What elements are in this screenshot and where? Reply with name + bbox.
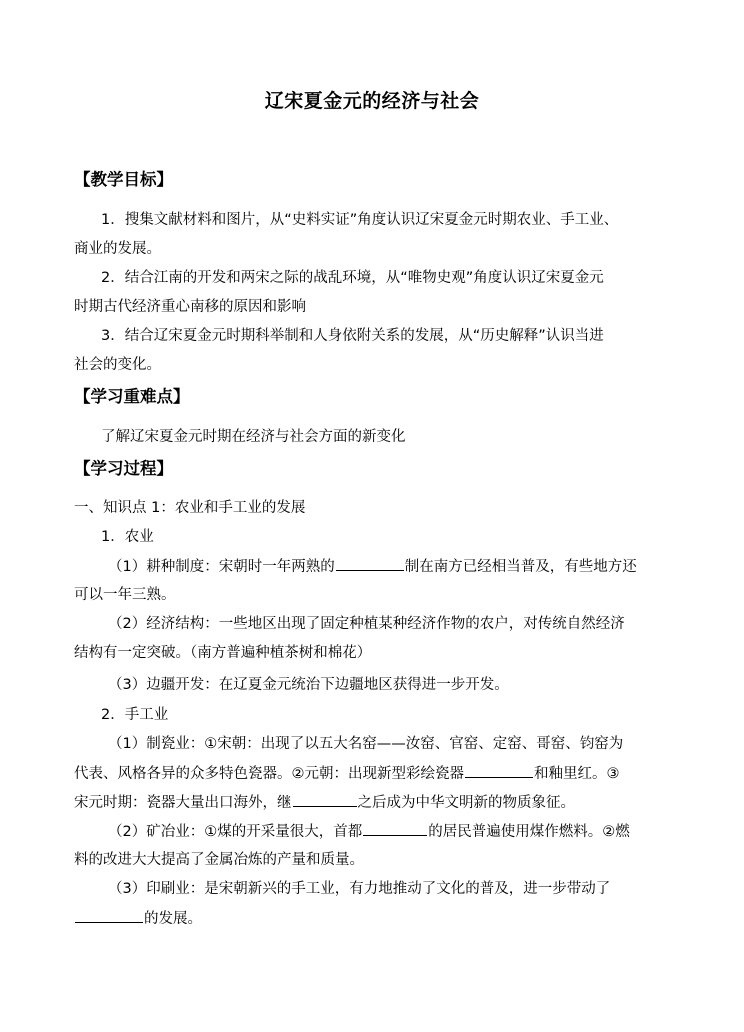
fill-blank[interactable]: [75, 906, 143, 923]
handicraft-item-1-text-b1: 代表、风格各异的众多特色瓷器。②元朝：出现新型彩绘瓷器: [74, 766, 464, 782]
handicraft-item-3-text-b: 的发展。: [144, 911, 202, 927]
agriculture-item-2-line-2: 结构有一定突破。（南方普遍种植茶树和棉花）: [74, 645, 372, 661]
knowledge-point-1: 一、知识点 1：农业和手工业的发展: [74, 500, 306, 516]
handicraft-item-1-line-2: [74, 761, 620, 786]
agriculture-item-1-line-1: [108, 554, 637, 579]
handicraft-item-1-text-b2: 和釉里红。③: [534, 766, 620, 782]
handicraft-item-1-text-c1: 宋元时期：瓷器大量出口海外，继: [74, 795, 292, 811]
handicraft-item-3-line-1: （3）印刷业：是宋朝新兴的手工业，有力地推动了文化的普及，进一步带动了: [108, 881, 611, 897]
handicraft-item-1-line-3: [74, 790, 575, 815]
process-heading: 【学习过程】: [74, 459, 173, 478]
agriculture-item-1-text-b: 制在南方已经相当普及，有些地方还: [404, 559, 637, 575]
goal-1-line-2: 商业的发展。: [74, 241, 161, 257]
fill-blank[interactable]: [465, 761, 533, 778]
fill-blank[interactable]: [336, 554, 404, 571]
goals-heading: 【教学目标】: [74, 170, 173, 189]
agriculture-item-2-line-1: （2）经济结构：一些地区出现了固定种植某种经济作物的农户，对传统自然经济: [108, 616, 625, 632]
goal-3-line-1: 3．结合辽宋夏金元时期科举制和人身依附关系的发展，从“历史解释”认识当进: [101, 328, 604, 344]
handicraft-item-1-text-c2: 之后成为中华文明新的物质象征。: [357, 795, 575, 811]
key-points-heading: 【学习重难点】: [74, 387, 190, 406]
handicraft-item-1-line-1: （1）制瓷业：①宋朝：出现了以五大名窑——汝窑、官窑、定窑、哥窑、钧窑为: [108, 736, 624, 752]
goal-1-line-1: 1．搜集文献材料和图片，从“史料实证”角度认识辽宋夏金元时期农业、手工业、: [101, 212, 619, 228]
agriculture-item-1-line-2: 可以一年三熟。: [74, 587, 176, 603]
handicraft-item-2-line-2: 料的改进大大提高了金属冶炼的产量和质量。: [74, 852, 364, 868]
agriculture-label: 1．农业: [101, 529, 154, 545]
goal-2-line-2: 时期古代经济重心南移的原因和影响: [74, 299, 306, 315]
agriculture-item-3: （3）边疆开发：在辽夏金元统治下边疆地区获得进一步开发。: [108, 677, 509, 693]
handicraft-item-2-text-a1: （2）矿冶业：①煤的开采量很大，首都: [108, 824, 363, 840]
key-points-text: 了解辽宋夏金元时期在经济与社会方面的新变化: [101, 429, 406, 445]
goal-2-line-1: 2．结合江南的开发和两宋之际的战乱环境，从“唯物史观”角度认识辽宋夏金元: [101, 270, 604, 286]
goal-3-line-2: 社会的变化。: [74, 357, 161, 373]
page-title: 辽宋夏金元的经济与社会: [264, 90, 480, 112]
fill-blank[interactable]: [293, 790, 357, 807]
handicraft-item-2-text-a2: 的居民普遍使用煤作燃料。②燃: [428, 824, 630, 840]
handicraft-item-2-line-1: [108, 819, 630, 844]
agriculture-item-1-text-a: （1）耕种制度：宋朝时一年两熟的: [108, 559, 335, 575]
handicraft-item-3-line-2: [74, 906, 202, 931]
fill-blank[interactable]: [363, 819, 427, 836]
handicraft-label: 2．手工业: [101, 707, 169, 723]
